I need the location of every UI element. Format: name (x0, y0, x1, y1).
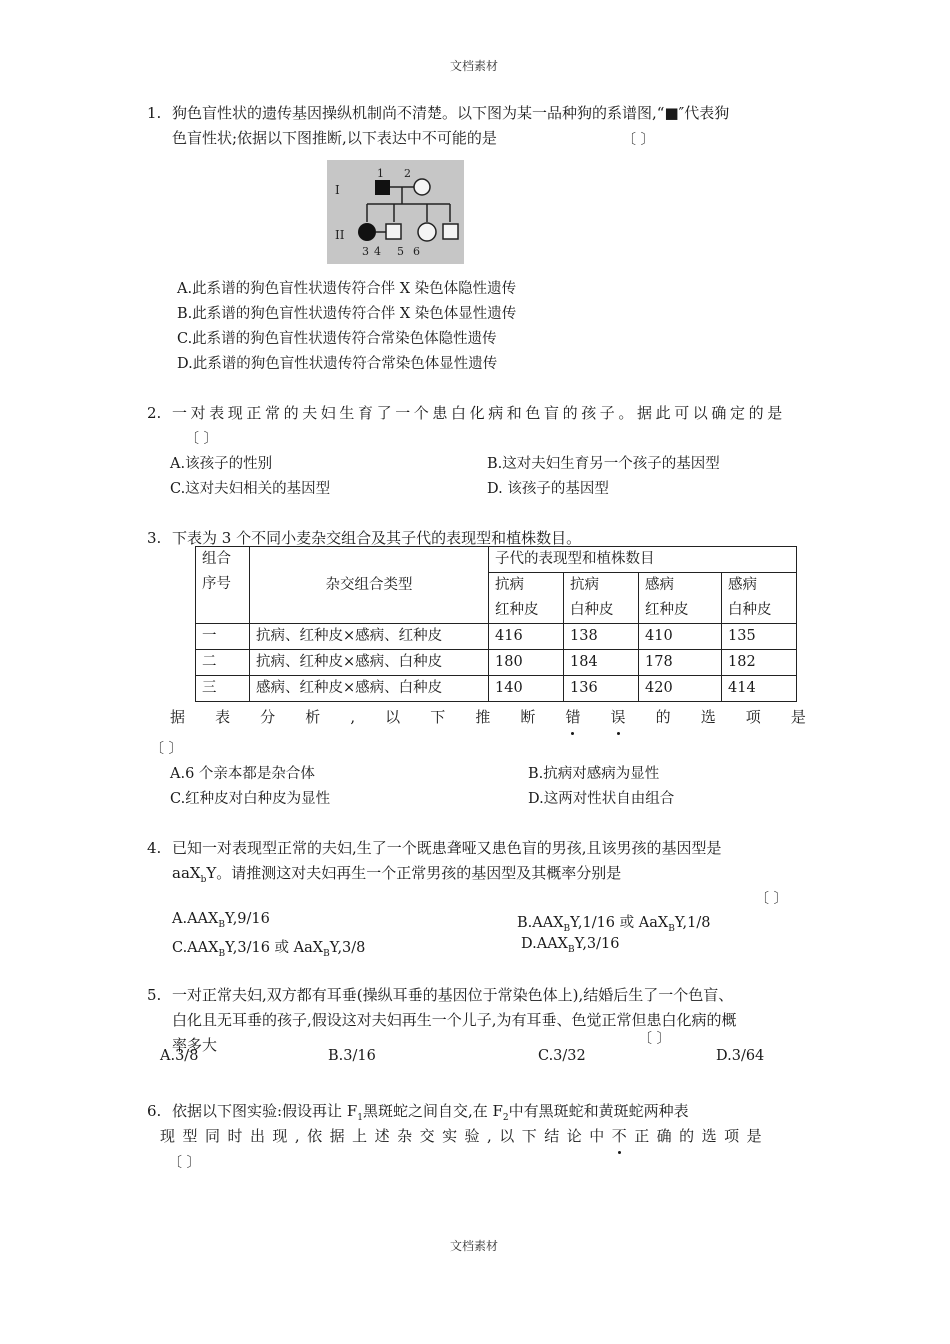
q3-stem-char-emphasis: 错 (565, 705, 580, 730)
subhead-1b: 红种皮 (495, 602, 539, 618)
q1-option-c: C.此系谱的狗色盲性状遗传符合常染色体隐性遗传 (177, 331, 497, 347)
row1-id: 一 (196, 624, 250, 650)
pedigree-label-6: 6 (413, 245, 420, 258)
q3-stem-char: 是 (790, 708, 806, 726)
q4-line2 (172, 861, 621, 893)
pedigree-label-3: 3 (362, 245, 369, 258)
row3-v1: 140 (489, 676, 564, 702)
pedigree-male-4 (386, 224, 401, 239)
table-row (196, 650, 797, 676)
q3-option-c: C.红种皮对白种皮为显性 (170, 791, 331, 807)
row2-v3: 178 (639, 650, 722, 676)
q2-number: 2. (147, 404, 162, 422)
q1-line1: 狗色盲性状的遗传基因操纵机制尚不清楚。以下图为某一品种狗的系谱图,“■″代表狗 (172, 104, 730, 122)
q5-line2: 白化且无耳垂的孩子,假设这对夫妇再生一个儿子,为有耳垂、色觉正常但患白化病的概 (172, 1011, 737, 1029)
q4-line2-a: aaX (172, 864, 201, 882)
q5-option-b: B.3/16 (328, 1048, 376, 1064)
q4-line1: 已知一对表现型正常的夫妇,生了一个既患聋哑又患色盲的男孩,且该男孩的基因型是 (172, 839, 722, 857)
row1-cross: 抗病、红种皮×感病、红种皮 (250, 624, 489, 650)
q6-line1: 依据以下图实验:假设再让 $F_1$黑斑蛇之间自交,在 $F_2$中有黑斑蛇和黄斑蛇两种表 (172, 1102, 689, 1123)
row3-cross: 感病、红种皮×感病、白种皮 (250, 676, 489, 702)
q3-stem-char: 断 (520, 708, 536, 726)
q3-stem-char: 以 (385, 708, 401, 726)
q1-option-a: A.此系谱的狗色盲性状遗传符合伴 X 染色体隐性遗传 (177, 281, 517, 297)
row3-v2: 136 (564, 676, 639, 702)
subhead-2a: 抗病 (570, 577, 599, 593)
q5-number: 5. (147, 986, 162, 1004)
subhead-4a: 感病 (728, 577, 757, 593)
subhead-1a: 抗病 (495, 577, 524, 593)
q3-stem-char: 据 (170, 708, 186, 726)
q2-option-a: A.该孩子的性别 (170, 456, 273, 472)
q4-option-d: $D.AAX_BY,3/16$ (521, 936, 620, 955)
row2-id: 二 (196, 650, 250, 676)
row1-v4: 135 (722, 624, 797, 650)
pedigree-label-5: 5 (397, 245, 404, 258)
pedigree-diagram (327, 160, 464, 264)
pedigree-label-2: 2 (404, 167, 411, 180)
subhead-2b: 白种皮 (570, 602, 614, 618)
q3-stem-char: 表 (215, 708, 231, 726)
q2-option-d: D. 该孩子的基因型 (487, 481, 609, 497)
pedigree-female-5 (418, 223, 436, 241)
q4-line2-b: Y。请推测这对夫妇再生一个正常男孩的基因型及其概率分别是 (206, 864, 622, 882)
q1-option-d: D.此系谱的狗色盲性状遗传符合常染色体显性遗传 (177, 356, 498, 372)
q4-number: 4. (147, 839, 162, 857)
q1-number: 1. (147, 104, 162, 122)
row1-v1: 416 (489, 624, 564, 650)
q3-stem-char: 推 (475, 708, 491, 726)
page-footer: 文档素材 (450, 1239, 499, 1253)
row1-v3: 410 (639, 624, 722, 650)
row3-v4: 414 (722, 676, 797, 702)
q4-answer-bracket: 〔 〕 (755, 891, 788, 907)
q2-option-c: C.这对夫妇相关的基因型 (170, 481, 331, 497)
q3-stem-char: 选 (700, 708, 716, 726)
row3-id: 三 (196, 676, 250, 702)
table-row (196, 624, 797, 650)
table-header-group-b: 序号 (202, 576, 231, 592)
q3-stem-char: 下 (430, 708, 446, 726)
table-header-group-a: 组合 (202, 551, 231, 567)
pedigree-gen1-label: I (335, 183, 340, 197)
q3-number: 3. (147, 529, 162, 547)
pedigree-label-1: 1 (377, 167, 384, 180)
subhead-4b: 白种皮 (728, 602, 772, 618)
q5-option-d: D.3/64 (716, 1048, 765, 1064)
row3-v3: 420 (639, 676, 722, 702)
q3-stem-char: 析 (305, 708, 321, 726)
q2-line1: 一对表现正常的夫妇生育了一个患白化病和色盲的孩子。据此可以确定的是 (172, 404, 786, 422)
q2-answer-bracket: 〔 〕 (185, 431, 218, 447)
q6-number: 6. (147, 1102, 162, 1120)
q1-line2: 色盲性状;依据以下图推断,以下表达中不可能的是 (172, 129, 497, 147)
q3-answer-bracket: 〔 〕 (150, 741, 183, 757)
row2-v1: 180 (489, 650, 564, 676)
q1-option-b: B.此系谱的狗色盲性状遗传符合伴 X 染色体显性遗传 (177, 306, 517, 322)
q4-line2-sub: b (200, 875, 207, 885)
pedigree-female-2 (414, 179, 430, 195)
q6-line2: 现 型 同 时 出 现 , 依 据 上 述 杂 交 实 验 , 以 下 结 论 中 不 正 确 的 选 项 是 (160, 1124, 762, 1149)
q3-stem-char: 分 (260, 708, 276, 726)
q5-line1: 一对正常夫妇,双方都有耳垂(操纵耳垂的基因位于常染色体上),结婚后生了一个色盲、 (172, 986, 734, 1004)
q3-stem-char-emphasis: 误 (611, 705, 626, 730)
row2-v2: 184 (564, 650, 639, 676)
pedigree-affected-male-1 (375, 180, 390, 195)
q3-option-a: A.6 个亲本都是杂合体 (170, 766, 315, 782)
q3-stem-char: 项 (745, 708, 761, 726)
q6-answer-bracket: 〔 〕 (168, 1155, 201, 1171)
q5-option-a: A.3/8 (160, 1048, 199, 1064)
q3-option-b: B.抗病对感病为显性 (528, 766, 660, 782)
q1-answer-bracket: 〔 〕 (622, 132, 655, 148)
q4-option-c: $C.AAX_BY,3/16$ 或 AaX$_B$Y,3/8 (172, 940, 366, 959)
pedigree-figure (327, 160, 464, 264)
q4-option-a: $A.AAX_BY,9/16$ (172, 911, 270, 930)
table-row (196, 676, 797, 702)
row2-v4: 182 (722, 650, 797, 676)
q4-option-b: $B.AAX_BY,1/16$ 或 AaX$_B$Y,1/8 (517, 915, 711, 934)
q3-stem-char: , (350, 708, 356, 726)
cross-results-table (195, 546, 797, 702)
q6-emphasis-char: 不 (612, 1124, 627, 1149)
page-header: 文档素材 (450, 59, 499, 73)
q3-stem (170, 705, 806, 730)
q5-option-c: C.3/32 (538, 1048, 586, 1064)
q2-option-b: B.这对夫妇生育另一个孩子的基因型 (487, 456, 720, 472)
q3-intro: 下表为 3 个不同小麦杂交组合及其子代的表现型和植株数目。 (172, 529, 582, 547)
table-header-offspring: 子代的表现型和植株数目 (489, 547, 797, 573)
pedigree-label-4: 4 (374, 245, 381, 258)
pedigree-male-6 (443, 224, 458, 239)
subhead-3b: 红种皮 (645, 602, 689, 618)
subhead-3a: 感病 (645, 577, 674, 593)
table-header-cross: 杂交组合类型 (250, 547, 489, 624)
pedigree-affected-female-3 (358, 223, 376, 241)
pedigree-gen2-label: II (335, 228, 345, 242)
q3-option-d: D.这两对性状自由组合 (528, 791, 675, 807)
q5-answer-bracket: 〔 〕 (638, 1031, 671, 1047)
q5-line3: 率多大 (172, 1036, 218, 1054)
row1-v2: 138 (564, 624, 639, 650)
row2-cross: 抗病、红种皮×感病、白种皮 (250, 650, 489, 676)
q3-stem-char: 的 (655, 708, 671, 726)
